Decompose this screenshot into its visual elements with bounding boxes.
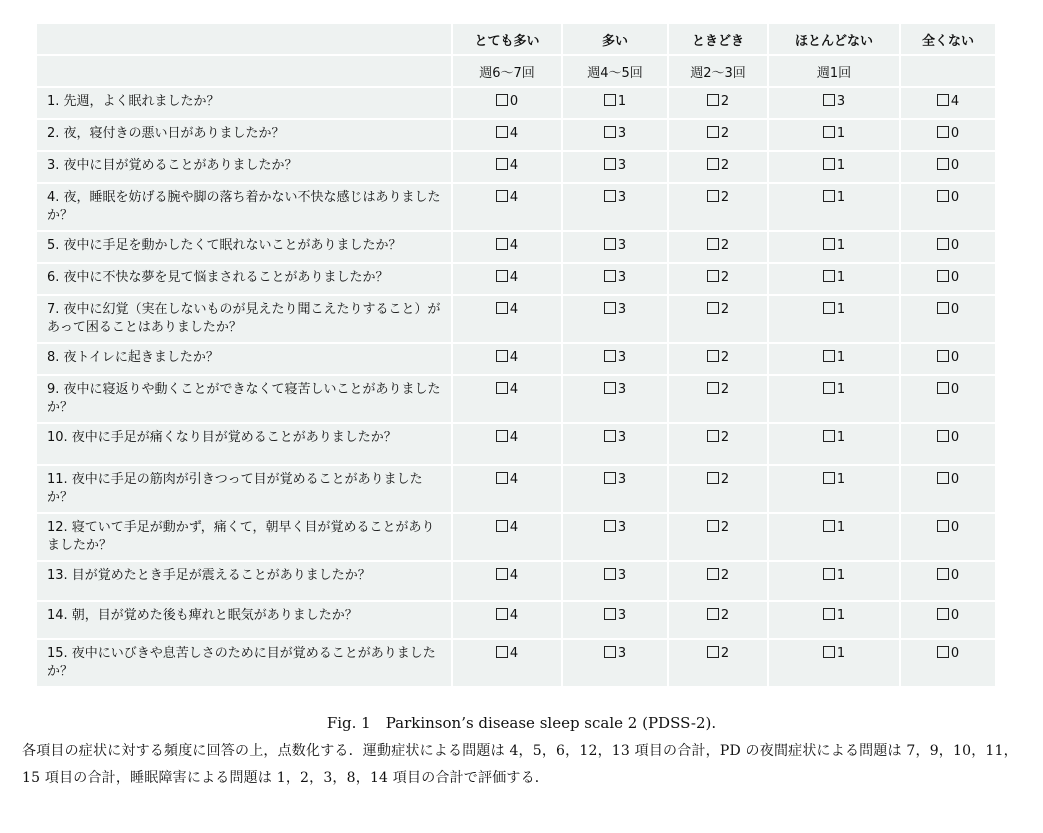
- answer-option[interactable]: [901, 466, 995, 514]
- question-text: 7. 夜中に幻覚（実在しないものが見えたり聞こえたりすること）があって困ることはありましたか？: [37, 296, 453, 344]
- option-score: 3: [617, 430, 627, 445]
- table-row: [37, 296, 995, 344]
- checkbox-icon[interactable]: [707, 568, 719, 580]
- header-sometimes: ときどき: [669, 24, 769, 56]
- checkbox-icon[interactable]: [604, 270, 616, 282]
- answer-option[interactable]: [769, 514, 901, 562]
- answer-option[interactable]: [563, 562, 669, 602]
- option-score: 4: [950, 94, 960, 109]
- answer-option[interactable]: [901, 120, 995, 152]
- option-score: 1: [836, 520, 846, 535]
- table-row: [37, 514, 995, 562]
- answer-option[interactable]: [901, 232, 995, 264]
- option-score: 2: [720, 430, 730, 445]
- checkbox-icon[interactable]: [707, 270, 719, 282]
- answer-option[interactable]: [563, 88, 669, 120]
- option-score: 0: [950, 646, 960, 661]
- answer-option[interactable]: [563, 466, 669, 514]
- option-score: 0: [950, 520, 960, 535]
- answer-option[interactable]: [453, 640, 563, 688]
- checkbox-icon[interactable]: [823, 94, 835, 106]
- option-score: 0: [950, 126, 960, 141]
- answer-option[interactable]: [769, 296, 901, 344]
- checkbox-icon[interactable]: [823, 430, 835, 442]
- option-score: 1: [836, 430, 846, 445]
- checkbox-icon[interactable]: [937, 520, 949, 532]
- question-text: 11. 夜中に手足の筋肉が引きつって目が覚めることがありましたか？: [37, 466, 453, 514]
- header-row: [37, 24, 995, 56]
- header-very-often: とても多い: [453, 24, 563, 56]
- answer-option[interactable]: [563, 376, 669, 424]
- subheader-freq-1: 週1回: [769, 56, 901, 88]
- answer-option[interactable]: [769, 232, 901, 264]
- checkbox-icon[interactable]: [823, 608, 835, 620]
- option-score: 0: [950, 608, 960, 623]
- checkbox-icon[interactable]: [707, 238, 719, 250]
- figure-caption: Fig. 1 Parkinson’s disease sleep scale 2 (PDSS-2).: [326, 714, 717, 732]
- option-score: 2: [720, 646, 730, 661]
- checkbox-icon[interactable]: [823, 382, 835, 394]
- checkbox-icon[interactable]: [707, 430, 719, 442]
- option-score: 4: [509, 520, 519, 535]
- answer-option[interactable]: [769, 344, 901, 376]
- answer-option[interactable]: [769, 88, 901, 120]
- answer-option[interactable]: [669, 232, 769, 264]
- option-score: 3: [617, 350, 627, 365]
- checkbox-icon[interactable]: [823, 190, 835, 202]
- question-text: 15. 夜中にいびきや息苦しさのために目が覚めることがありましたか？: [37, 640, 453, 688]
- answer-option[interactable]: [669, 296, 769, 344]
- subheader-freq-2-3: 週2〜3回: [669, 56, 769, 88]
- checkbox-icon[interactable]: [707, 190, 719, 202]
- answer-option[interactable]: [453, 152, 563, 184]
- option-score: 3: [617, 126, 627, 141]
- pdss2-table: [37, 24, 995, 688]
- answer-option[interactable]: [769, 466, 901, 514]
- answer-option[interactable]: [769, 264, 901, 296]
- header-often: 多い: [563, 24, 669, 56]
- option-score: 0: [950, 302, 960, 317]
- checkbox-icon[interactable]: [496, 520, 508, 532]
- option-score: 0: [950, 270, 960, 285]
- answer-option[interactable]: [453, 232, 563, 264]
- option-score: 4: [509, 190, 519, 205]
- checkbox-icon[interactable]: [823, 126, 835, 138]
- checkbox-icon[interactable]: [496, 568, 508, 580]
- checkbox-icon[interactable]: [937, 158, 949, 170]
- table-row: [37, 184, 995, 232]
- answer-option[interactable]: [669, 152, 769, 184]
- option-score: 3: [617, 302, 627, 317]
- question-text: 6. 夜中に不快な夢を見て悩まされることがありましたか？: [37, 264, 453, 296]
- subheader-freq-0: [901, 56, 995, 88]
- option-score: 4: [509, 126, 519, 141]
- answer-option[interactable]: [669, 120, 769, 152]
- checkbox-icon[interactable]: [823, 238, 835, 250]
- answer-option[interactable]: [769, 640, 901, 688]
- option-score: 1: [836, 238, 846, 253]
- answer-option[interactable]: [669, 466, 769, 514]
- checkbox-icon[interactable]: [707, 126, 719, 138]
- answer-option[interactable]: [901, 376, 995, 424]
- option-score: 0: [950, 350, 960, 365]
- checkbox-icon[interactable]: [496, 270, 508, 282]
- option-score: 1: [836, 302, 846, 317]
- checkbox-icon[interactable]: [604, 430, 616, 442]
- header-blank-cell: [37, 24, 453, 56]
- table-row: [37, 640, 995, 688]
- option-score: 2: [720, 608, 730, 623]
- answer-option[interactable]: [453, 120, 563, 152]
- answer-option[interactable]: [563, 344, 669, 376]
- table-row: [37, 264, 995, 296]
- checkbox-icon[interactable]: [707, 302, 719, 314]
- answer-option[interactable]: [769, 562, 901, 602]
- table-row: [37, 232, 995, 264]
- answer-option[interactable]: [453, 424, 563, 466]
- checkbox-icon[interactable]: [707, 472, 719, 484]
- option-score: 3: [617, 608, 627, 623]
- checkbox-icon[interactable]: [604, 94, 616, 106]
- answer-option[interactable]: [453, 562, 563, 602]
- answer-option[interactable]: [669, 376, 769, 424]
- answer-option[interactable]: [901, 184, 995, 232]
- option-score: 0: [950, 238, 960, 253]
- answer-option[interactable]: [453, 344, 563, 376]
- checkbox-icon[interactable]: [496, 126, 508, 138]
- answer-option[interactable]: [901, 344, 995, 376]
- header-never: 全くない: [901, 24, 995, 56]
- option-score: 4: [509, 646, 519, 661]
- answer-option[interactable]: [769, 120, 901, 152]
- option-score: 1: [836, 350, 846, 365]
- option-score: 4: [509, 430, 519, 445]
- answer-option[interactable]: [769, 376, 901, 424]
- answer-option[interactable]: [901, 602, 995, 640]
- checkbox-icon[interactable]: [937, 190, 949, 202]
- option-score: 4: [509, 382, 519, 397]
- question-text: 9. 夜中に寝返りや動くことができなくて寝苦しいことがありましたか？: [37, 376, 453, 424]
- subheader-freq-6-7: 週6〜7回: [453, 56, 563, 88]
- option-score: 3: [617, 238, 627, 253]
- option-score: 1: [836, 646, 846, 661]
- answer-option[interactable]: [669, 264, 769, 296]
- checkbox-icon[interactable]: [496, 238, 508, 250]
- option-score: 3: [836, 94, 846, 109]
- option-score: 1: [836, 608, 846, 623]
- checkbox-icon[interactable]: [707, 382, 719, 394]
- option-score: 0: [950, 158, 960, 173]
- answer-option[interactable]: [453, 602, 563, 640]
- question-text: 4. 夜，睡眠を妨げる腕や脚の落ち着かない不快な感じはありましたか？: [37, 184, 453, 232]
- option-score: 0: [509, 94, 519, 109]
- answer-option[interactable]: [901, 424, 995, 466]
- option-score: 1: [836, 568, 846, 583]
- answer-option[interactable]: [901, 88, 995, 120]
- checkbox-icon[interactable]: [937, 382, 949, 394]
- checkbox-icon[interactable]: [937, 302, 949, 314]
- answer-option[interactable]: [901, 296, 995, 344]
- question-text: 2. 夜，寝付きの悪い日がありましたか？: [37, 120, 453, 152]
- answer-option[interactable]: [563, 232, 669, 264]
- checkbox-icon[interactable]: [707, 350, 719, 362]
- table-row: [37, 466, 995, 514]
- option-score: 3: [617, 472, 627, 487]
- checkbox-icon[interactable]: [496, 190, 508, 202]
- table-row: [37, 120, 995, 152]
- checkbox-icon[interactable]: [707, 608, 719, 620]
- option-score: 4: [509, 238, 519, 253]
- answer-option[interactable]: [669, 184, 769, 232]
- checkbox-icon[interactable]: [937, 472, 949, 484]
- answer-option[interactable]: [901, 562, 995, 602]
- answer-option[interactable]: [453, 376, 563, 424]
- table-row: [37, 88, 995, 120]
- table-row: [37, 602, 995, 640]
- answer-option[interactable]: [563, 120, 669, 152]
- answer-option[interactable]: [563, 264, 669, 296]
- answer-option[interactable]: [769, 602, 901, 640]
- answer-option[interactable]: [453, 296, 563, 344]
- option-score: 0: [950, 472, 960, 487]
- answer-option[interactable]: [669, 602, 769, 640]
- option-score: 3: [617, 646, 627, 661]
- answer-option[interactable]: [669, 562, 769, 602]
- answer-option[interactable]: [769, 152, 901, 184]
- option-score: 1: [836, 382, 846, 397]
- option-score: 3: [617, 568, 627, 583]
- checkbox-icon[interactable]: [707, 158, 719, 170]
- checkbox-icon[interactable]: [604, 646, 616, 658]
- checkbox-icon[interactable]: [496, 94, 508, 106]
- checkbox-icon[interactable]: [937, 238, 949, 250]
- option-score: 2: [720, 520, 730, 535]
- checkbox-icon[interactable]: [604, 520, 616, 532]
- table-row: [37, 152, 995, 184]
- answer-option[interactable]: [563, 602, 669, 640]
- table-row: [37, 344, 995, 376]
- option-score: 2: [720, 472, 730, 487]
- question-text: 3. 夜中に目が覚めることがありましたか？: [37, 152, 453, 184]
- table-row: [37, 376, 995, 424]
- answer-option[interactable]: [563, 640, 669, 688]
- checkbox-icon[interactable]: [937, 568, 949, 580]
- checkbox-icon[interactable]: [604, 568, 616, 580]
- question-text: 13. 目が覚めたとき手足が震えることがありましたか？: [37, 562, 453, 602]
- figure-note: 各項目の症状に対する頻度に回答の上，点数化する．運動症状による問題は 4，5，6，12，13 項目の合計，PD の夜間症状による問題は 7，9，10，11，15 項目の合計，睡眠障害による問題は 1，2，3，8，14 項目の合計で評価する．: [22, 743, 1018, 786]
- answer-option[interactable]: [453, 466, 563, 514]
- checkbox-icon[interactable]: [823, 158, 835, 170]
- answer-option[interactable]: [563, 152, 669, 184]
- answer-option[interactable]: [901, 264, 995, 296]
- answer-option[interactable]: [901, 640, 995, 688]
- option-score: 3: [617, 382, 627, 397]
- answer-option[interactable]: [453, 264, 563, 296]
- checkbox-icon[interactable]: [823, 302, 835, 314]
- option-score: 4: [509, 350, 519, 365]
- checkbox-icon[interactable]: [604, 238, 616, 250]
- option-score: 1: [836, 158, 846, 173]
- table-row: [37, 562, 995, 602]
- checkbox-icon[interactable]: [823, 568, 835, 580]
- option-score: 3: [617, 270, 627, 285]
- checkbox-icon[interactable]: [604, 158, 616, 170]
- option-score: 1: [836, 472, 846, 487]
- checkbox-icon[interactable]: [496, 608, 508, 620]
- option-score: 2: [720, 270, 730, 285]
- option-score: 2: [720, 158, 730, 173]
- question-text: 10. 夜中に手足が痛くなり目が覚めることがありましたか？: [37, 424, 453, 466]
- answer-option[interactable]: [669, 514, 769, 562]
- option-score: 2: [720, 568, 730, 583]
- option-score: 4: [509, 270, 519, 285]
- answer-option[interactable]: [453, 184, 563, 232]
- answer-option[interactable]: [563, 296, 669, 344]
- answer-option[interactable]: [669, 344, 769, 376]
- checkbox-icon[interactable]: [604, 382, 616, 394]
- checkbox-icon[interactable]: [496, 430, 508, 442]
- option-score: 1: [836, 270, 846, 285]
- option-score: 0: [950, 568, 960, 583]
- checkbox-icon[interactable]: [707, 94, 719, 106]
- option-score: 1: [836, 190, 846, 205]
- checkbox-icon[interactable]: [604, 350, 616, 362]
- option-score: 1: [617, 94, 627, 109]
- option-score: 2: [720, 190, 730, 205]
- answer-option[interactable]: [563, 184, 669, 232]
- checkbox-icon[interactable]: [604, 472, 616, 484]
- option-score: 2: [720, 350, 730, 365]
- subheader-freq-4-5: 週4〜5回: [563, 56, 669, 88]
- option-score: 2: [720, 94, 730, 109]
- checkbox-icon[interactable]: [823, 270, 835, 282]
- header-occasionally: ほとんどない: [769, 24, 901, 56]
- question-text: 14. 朝，目が覚めた後も痺れと眠気がありましたか？: [37, 602, 453, 640]
- option-score: 4: [509, 158, 519, 173]
- checkbox-icon[interactable]: [937, 94, 949, 106]
- checkbox-icon[interactable]: [707, 646, 719, 658]
- checkbox-icon[interactable]: [823, 472, 835, 484]
- option-score: 1: [836, 126, 846, 141]
- checkbox-icon[interactable]: [496, 350, 508, 362]
- answer-option[interactable]: [669, 88, 769, 120]
- checkbox-icon[interactable]: [496, 382, 508, 394]
- option-score: 3: [617, 190, 627, 205]
- checkbox-icon[interactable]: [823, 646, 835, 658]
- answer-option[interactable]: [453, 88, 563, 120]
- checkbox-icon[interactable]: [823, 520, 835, 532]
- answer-option[interactable]: [669, 424, 769, 466]
- answer-option[interactable]: [563, 424, 669, 466]
- option-score: 0: [950, 382, 960, 397]
- checkbox-icon[interactable]: [707, 520, 719, 532]
- answer-option[interactable]: [901, 152, 995, 184]
- question-text: 8. 夜トイレに起きましたか？: [37, 344, 453, 376]
- table-row: [37, 424, 995, 466]
- option-score: 2: [720, 302, 730, 317]
- answer-option[interactable]: [563, 514, 669, 562]
- answer-option[interactable]: [669, 640, 769, 688]
- checkbox-icon[interactable]: [496, 158, 508, 170]
- option-score: 4: [509, 472, 519, 487]
- option-score: 2: [720, 238, 730, 253]
- option-score: 2: [720, 382, 730, 397]
- option-score: 3: [617, 520, 627, 535]
- option-score: 2: [720, 126, 730, 141]
- checkbox-icon[interactable]: [937, 430, 949, 442]
- question-text: 5. 夜中に手足を動かしたくて眠れないことがありましたか？: [37, 232, 453, 264]
- option-score: 4: [509, 302, 519, 317]
- question-text: 1. 先週，よく眠れましたか？: [37, 88, 453, 120]
- checkbox-icon[interactable]: [496, 646, 508, 658]
- subheader-blank-cell: [37, 56, 453, 88]
- checkbox-icon[interactable]: [823, 350, 835, 362]
- option-score: 0: [950, 430, 960, 445]
- answer-option[interactable]: [453, 514, 563, 562]
- option-score: 0: [950, 190, 960, 205]
- checkbox-icon[interactable]: [604, 302, 616, 314]
- answer-option[interactable]: [769, 424, 901, 466]
- checkbox-icon[interactable]: [496, 302, 508, 314]
- option-score: 4: [509, 568, 519, 583]
- answer-option[interactable]: [769, 184, 901, 232]
- option-score: 3: [617, 158, 627, 173]
- subheader-row: [37, 56, 995, 88]
- checkbox-icon[interactable]: [937, 270, 949, 282]
- checkbox-icon[interactable]: [604, 190, 616, 202]
- checkbox-icon[interactable]: [937, 608, 949, 620]
- option-score: 4: [509, 608, 519, 623]
- checkbox-icon[interactable]: [937, 350, 949, 362]
- answer-option[interactable]: [901, 514, 995, 562]
- checkbox-icon[interactable]: [937, 126, 949, 138]
- checkbox-icon[interactable]: [937, 646, 949, 658]
- checkbox-icon[interactable]: [496, 472, 508, 484]
- question-text: 12. 寝ていて手足が動かず，痛くて，朝早く目が覚めることがありましたか？: [37, 514, 453, 562]
- checkbox-icon[interactable]: [604, 126, 616, 138]
- checkbox-icon[interactable]: [604, 608, 616, 620]
